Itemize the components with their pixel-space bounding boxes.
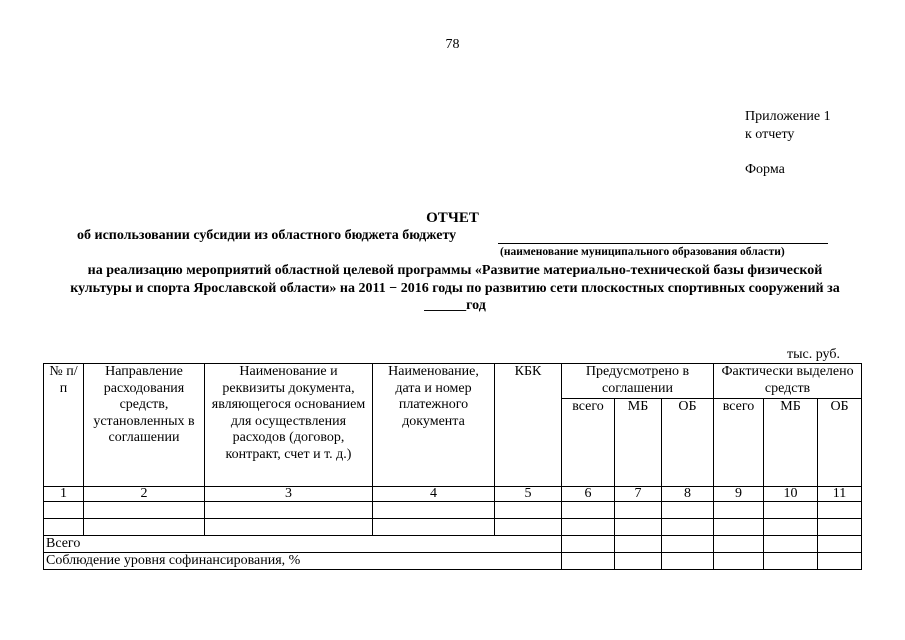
table-cell — [84, 502, 205, 519]
table-cell — [818, 536, 862, 553]
municipality-fill-line — [498, 243, 828, 244]
compliance-label: Соблюдение уровня софинансирования, % — [44, 553, 562, 570]
header-planned-mb: МБ — [615, 399, 662, 487]
header-num: № п/п — [44, 364, 84, 487]
table-cell — [562, 519, 615, 536]
table-cell — [44, 502, 84, 519]
total-row — [44, 536, 862, 553]
table-cell — [84, 519, 205, 536]
total-label: Всего — [44, 536, 562, 553]
table-cell — [373, 502, 495, 519]
column-number: 10 — [764, 487, 818, 502]
table-cell — [495, 502, 562, 519]
column-number: 11 — [818, 487, 862, 502]
column-number-row — [44, 487, 862, 502]
header-document: Наименование и реквизиты документа, являющегося основанием для осуществления расходов (договор, контракт, счет и т. д.) — [205, 364, 373, 487]
table-cell — [764, 553, 818, 570]
table-cell — [44, 519, 84, 536]
table-cell — [662, 536, 714, 553]
table-cell — [562, 553, 615, 570]
table-cell — [615, 519, 662, 536]
column-number: 1 — [44, 487, 84, 502]
document-title: ОТЧЕТ — [426, 210, 479, 226]
table-cell — [714, 502, 764, 519]
table-cell — [615, 536, 662, 553]
table-cell — [373, 519, 495, 536]
column-number: 6 — [562, 487, 615, 502]
table-row — [44, 519, 862, 536]
table-cell — [205, 502, 373, 519]
table-cell — [714, 536, 764, 553]
column-number: 3 — [205, 487, 373, 502]
column-number: 8 — [662, 487, 714, 502]
table-cell — [764, 519, 818, 536]
table-cell — [818, 502, 862, 519]
table-cell — [818, 519, 862, 536]
form-label: Форма — [745, 162, 785, 177]
header-actual-mb: МБ — [764, 399, 818, 487]
header-planned-ob: ОБ — [662, 399, 714, 487]
table-row — [44, 502, 862, 519]
table-cell — [714, 553, 764, 570]
header-planned-total: всего — [562, 399, 615, 487]
header-direction: Направление расходования средств, установленных в соглашении — [84, 364, 205, 487]
subtitle-line: об использовании субсидии из областного бюджета бюджету — [77, 228, 457, 243]
table-cell — [662, 502, 714, 519]
column-number: 7 — [615, 487, 662, 502]
table-cell — [662, 553, 714, 570]
compliance-row — [44, 553, 862, 570]
table-cell — [205, 519, 373, 536]
table-cell — [818, 553, 862, 570]
header-actual: Фактически выделено средств — [714, 364, 862, 399]
table-cell — [764, 502, 818, 519]
header-actual-ob: ОБ — [818, 399, 862, 487]
municipality-note: (наименование муниципального образования области) — [500, 246, 785, 258]
purpose-text: на реализацию мероприятий областной целевой программы «Развитие материально-технической базы физической культуры и спорта Ярославской области» на 2011 − 2016 годы по развитию сети плоскостных спортивных сооружений за ______год — [70, 263, 840, 313]
header-actual-total: всего — [714, 399, 764, 487]
header-payment: Наименование, дата и номер платежного документа — [373, 364, 495, 487]
units-label: тыс. руб. — [787, 347, 840, 362]
table-cell — [615, 502, 662, 519]
column-number: 5 — [495, 487, 562, 502]
column-number: 9 — [714, 487, 764, 502]
appendix-label: Приложение 1 — [745, 109, 831, 124]
appendix-reference: к отчету — [745, 127, 795, 142]
table-cell — [714, 519, 764, 536]
page-number: 78 — [445, 37, 460, 52]
header-planned: Предусмотрено в соглашении — [562, 364, 714, 399]
column-number: 2 — [84, 487, 205, 502]
table-cell — [562, 502, 615, 519]
table-cell — [615, 553, 662, 570]
table-cell — [764, 536, 818, 553]
table-cell — [495, 519, 562, 536]
header-kbk: КБК — [495, 364, 562, 487]
table-cell — [662, 519, 714, 536]
report-table — [43, 363, 862, 570]
appendix-block — [745, 108, 831, 179]
table-cell — [562, 536, 615, 553]
column-number: 4 — [373, 487, 495, 502]
